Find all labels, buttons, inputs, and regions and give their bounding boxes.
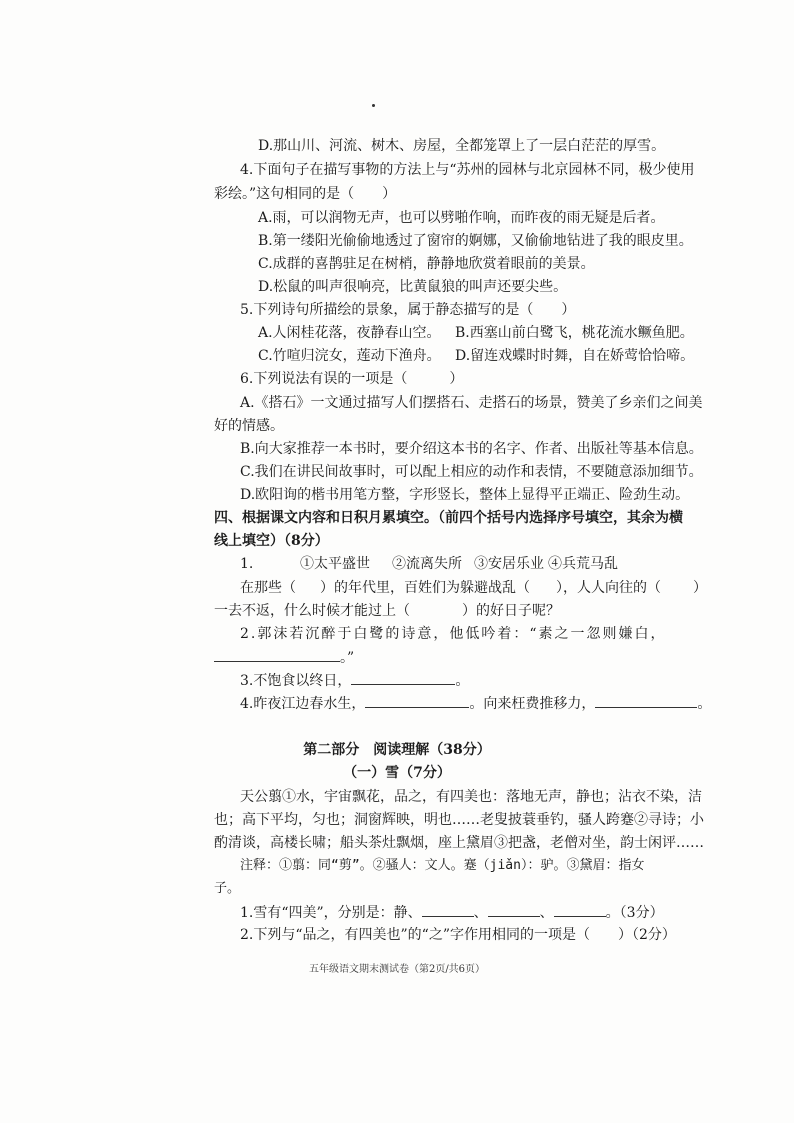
- part2-subheading: （一）雪（7分）: [343, 765, 451, 781]
- reading-q1-sep-2: 、: [539, 905, 554, 921]
- q3-option-d: D.那山川、河流、树木、房屋，全都笼罩上了一层白茫茫的厚雪。: [258, 138, 666, 154]
- s4-choice-2: ②流离失所: [392, 556, 462, 572]
- part2-heading: 第二部分 阅读理解（38分）: [303, 742, 491, 758]
- s4-item1-text-e: 一去不返，什么时候才能过上（: [214, 603, 410, 619]
- reading-q1-blank-3[interactable]: [554, 902, 606, 917]
- s4-choice-1: ①太平盛世: [300, 556, 370, 572]
- q5-stem: 5.下列诗句所描绘的景象，属于静态描写的是（ ）: [240, 302, 576, 318]
- q6-option-c: C.我们在讲民间故事时，可以配上相应的动作和表情，不要随意添加细节。: [240, 464, 703, 480]
- s4-choice-3: ③安居乐业: [474, 556, 544, 572]
- s4-item2-line1: 2.郭沫若沉醉于白鹭的诗意，他低吟着：“素之一忽则嫌白，: [240, 626, 667, 642]
- s4-item4: [240, 693, 711, 714]
- q4-stem-line1: 4.下面句子在描写事物的方法上与“苏州的园林与北京园林不同，极少使用: [240, 162, 695, 178]
- q5-option-c: C.竹喧归浣女，莲动下渔舟。: [258, 348, 441, 364]
- q4-option-d: D.松鼠的叫声很响亮，比黄鼠狼的叫声还要尖些。: [258, 279, 568, 295]
- s4-item4-blank-2[interactable]: [595, 693, 697, 708]
- q4-option-b: B.第一缕阳光偷偷地透过了窗帘的婀娜，又偷偷地钻进了我的眼皮里。: [258, 233, 693, 249]
- section4-heading-line2: 线上填空）（8分）: [214, 533, 329, 549]
- passage-line1: 天公翦①水，宇宙飘花，品之，有四美也：落地无声，静也；沾衣不染，洁: [240, 789, 702, 805]
- page-footer: 五年级语文期末测试卷（第2页/共6页）: [308, 964, 486, 975]
- q4-option-c: C.成群的喜鹊驻足在树梢，静静地欣赏着眼前的美景。: [258, 256, 595, 272]
- reading-q1-text: 1.雪有“四美”，分别是：静、: [240, 905, 422, 921]
- s4-choice-4: ④兵荒马乱: [548, 556, 618, 572]
- s4-item1-text-a: 在那些（: [240, 580, 296, 596]
- reading-q1-sep-1: 、: [473, 905, 488, 921]
- s4-item1-number: 1.: [240, 556, 254, 572]
- q6-option-a-line1: A.《搭石》一文通过描写人们摆搭石、走搭石的场景，赞美了乡亲们之间美: [240, 395, 703, 411]
- s4-item4-text-b: 。向来枉费推移力，: [469, 696, 596, 712]
- section4-heading-line1: 四、根据课文内容和日积月累填空。（前四个括号内选择序号填空，其余为横: [214, 510, 683, 526]
- s4-item3-blank[interactable]: [351, 670, 455, 685]
- s4-item4-text-a: 4.昨夜江边春水生，: [240, 696, 366, 712]
- q4-option-a: A.雨，可以润物无声，也可以劈啪作响，而昨夜的雨无疑是后者。: [258, 210, 665, 226]
- s4-item3-end: 。: [455, 673, 470, 689]
- q5-option-a: A.人闲桂花落，夜静春山空。: [258, 325, 441, 341]
- q6-stem: 6.下列说法有误的一项是（ ）: [240, 371, 464, 387]
- passage-line3: 酌清谈，高楼长啸；船头茶灶飘烟，座上黛眉③把盏，老僧对坐，韵士闲评……: [214, 835, 704, 851]
- s4-item1-line1: [240, 578, 707, 598]
- passage-line2: 也；高下平均，匀也；洞窗辉映，明也……老叟披蓑垂钓，骚人跨蹇②寻诗；小: [214, 812, 704, 828]
- reading-q1-end: 。（3分）: [605, 905, 664, 921]
- s4-item1-text-c: ），人人向往的（: [556, 580, 661, 596]
- s4-item2-end: 。”: [340, 650, 355, 666]
- reading-q1-blank-1[interactable]: [422, 902, 474, 917]
- s4-item2-blank[interactable]: [214, 647, 340, 662]
- q6-option-a-line2: 好的情感。: [214, 418, 284, 434]
- s4-item3-text: 3.不饱食以终日，: [240, 673, 352, 689]
- reading-q2: 2.下列与“品之，有四美也”的“之”字作用相同的一项是（ ）（2分）: [240, 927, 676, 943]
- q4-stem-line2: 彩绘。”这句相同的是（ ）: [214, 186, 397, 202]
- s4-item3: [240, 670, 469, 691]
- s4-item1-text-d: ）: [693, 580, 707, 596]
- scan-dot: [372, 104, 375, 107]
- q5-option-d: D.留连戏蝶时时舞，自在娇莺恰恰啼。: [455, 348, 695, 364]
- s4-item2-line2: [214, 647, 354, 668]
- q6-option-d: D.欧阳询的楷书用笔方整，字形竖长，整体上显得平正端正、险劲生动。: [240, 487, 690, 503]
- s4-item4-end: 。: [697, 696, 712, 712]
- s4-item1-line2: [214, 601, 560, 621]
- reading-q1: [240, 902, 664, 923]
- note-line1: 注释：①翦：同“剪”。②骚人：文人。蹇（jiǎn）：驴。③黛眉：指女: [240, 858, 645, 873]
- q5-option-b: B.西塞山前白鹭飞，桃花流水鳜鱼肥。: [455, 325, 694, 341]
- s4-item1-text-f: ）的好日子呢？: [462, 603, 560, 619]
- note-line2: 子。: [214, 881, 241, 896]
- reading-q1-blank-2[interactable]: [488, 902, 540, 917]
- q6-option-b: B.向大家推荐一本书时，要介绍这本书的名字、作者、出版社等基本信息。: [240, 441, 703, 457]
- s4-item1-text-b: ）的年代里，百姓们为躲避战乱（: [320, 580, 530, 596]
- s4-item4-blank-1[interactable]: [365, 693, 469, 708]
